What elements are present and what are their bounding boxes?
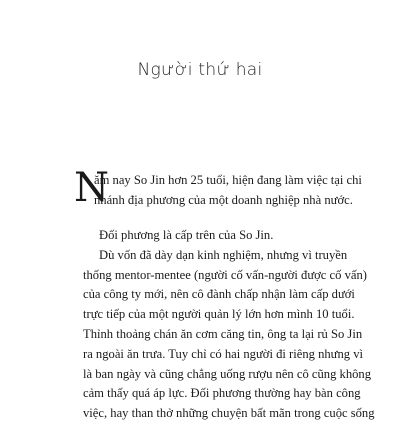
paragraph-2-line: ra ngoài ăn trưa. Tuy chỉ có hai người đi riêng nhưng vì [83, 346, 364, 361]
paragraph-2-line: là ban ngày và cũng chẳng uống rượu nên cô cũng không [83, 366, 372, 381]
drop-cap-letter: N [74, 165, 109, 211]
paragraph-2-line: của công ty mới, nên cô đành chấp nhận làm cấp dưới [83, 287, 355, 302]
paragraph-1 [94, 171, 364, 211]
chapter-title: Người thứ hai [137, 60, 263, 80]
paragraph-2-line: việc, hay than thở những chuyện bất mãn trong cuộc sống [83, 406, 375, 421]
paragraph-2-line: Dù vốn đã dày dạn kinh nghiệm, nhưng vì truyền [99, 247, 348, 262]
paragraph-2-line: Đối phương là cấp trên của So Jin. [99, 228, 274, 242]
paragraph-1-line: nhánh địa phương của một doanh nghiệp nhà nước. [94, 192, 353, 207]
paragraph-2-line: thống mentor-mentee (người cố vấn-người được cố vấn) [83, 267, 367, 282]
paragraph-2-line: Thỉnh thoảng chán ăn cơm căng tin, ông ta lại rủ So Jin [83, 326, 363, 341]
paragraph-2 [83, 226, 375, 424]
paragraph-2-line: trực tiếp của một người quản lý lớn hơn mình 10 tuổi. [83, 307, 355, 322]
paragraph-2-line: cảm thấy quá áp lực. Đối phương thường hay bàn công [83, 386, 361, 401]
paragraph-1-line: ăm nay So Jin hơn 25 tuổi, hiện đang làm việc tại chi [94, 173, 362, 187]
